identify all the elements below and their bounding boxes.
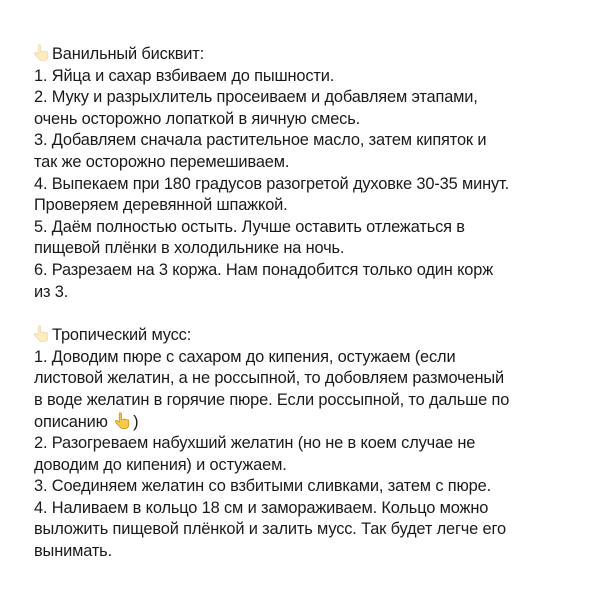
section-tropical-mousse	[34, 325, 574, 563]
recipe-line: так же осторожно перемешиваем.	[34, 152, 290, 171]
recipe-line: 5. Даём полностью остыть. Лучше оставить отлежаться в	[34, 217, 465, 236]
recipe-line: листовой желатин, а не россыпной, то добовляем размоченый	[34, 369, 505, 388]
recipe-line-text: описанию	[34, 412, 108, 431]
recipe-line: 4. Наливаем в кольцо 18 см и замораживаем. Кольцо можно	[34, 498, 489, 517]
recipe-line: доводим до кипения) и остужаем.	[34, 455, 287, 474]
recipe-line: из 3.	[34, 282, 69, 301]
recipe-line: в воде желатин в горячие пюре. Если россыпной, то дальше по	[34, 390, 510, 409]
section-title: Тропический мусс:	[52, 326, 192, 345]
recipe-line: 3. Соединяем желатин со взбитыми сливками, затем с пюре.	[34, 477, 491, 496]
recipe-line: 3. Добавляем сначала растительное масло, затем кипяток и	[34, 131, 487, 150]
recipe-line: очень осторожно лопаткой в яичную смесь.	[34, 109, 361, 128]
closing-paren: )	[133, 412, 139, 431]
section-heading	[34, 44, 574, 66]
recipe-document	[34, 44, 574, 563]
section-title: Ванильный бисквит:	[52, 45, 205, 63]
section-heading	[34, 325, 574, 347]
pointing-down-hand-icon	[112, 412, 132, 430]
recipe-line: 6. Разрезаем на 3 коржа. Нам понадобится только один корж	[34, 260, 494, 279]
recipe-line-with-icon	[34, 412, 574, 434]
recipe-line: пищевой плёнки в холодильнике на ночь.	[34, 239, 345, 258]
recipe-line: 4. Выпекаем при 180 градусов разогретой духовке 30-35 минут.	[34, 174, 509, 193]
recipe-line: 1. Доводим пюре с сахаром до кипения, остужаем (если	[34, 347, 456, 366]
recipe-line: вынимать.	[34, 542, 112, 561]
pointing-down-hand-icon	[31, 325, 51, 343]
pointing-down-hand-icon	[31, 44, 51, 62]
recipe-line: 2. Разогреваем набухший желатин (но не в коем случае не	[34, 434, 476, 453]
section-vanilla-sponge	[34, 44, 574, 303]
recipe-line: выложить пищевой плёнкой и залить мусс. Так будет легче его	[34, 520, 506, 539]
recipe-line: 1. Яйца и сахар взбиваем до пышности.	[34, 66, 335, 85]
recipe-line: Проверяем деревянной шпажкой.	[34, 196, 288, 215]
recipe-line: 2. Муку и разрыхлитель просеиваем и добавляем этапами,	[34, 88, 478, 107]
